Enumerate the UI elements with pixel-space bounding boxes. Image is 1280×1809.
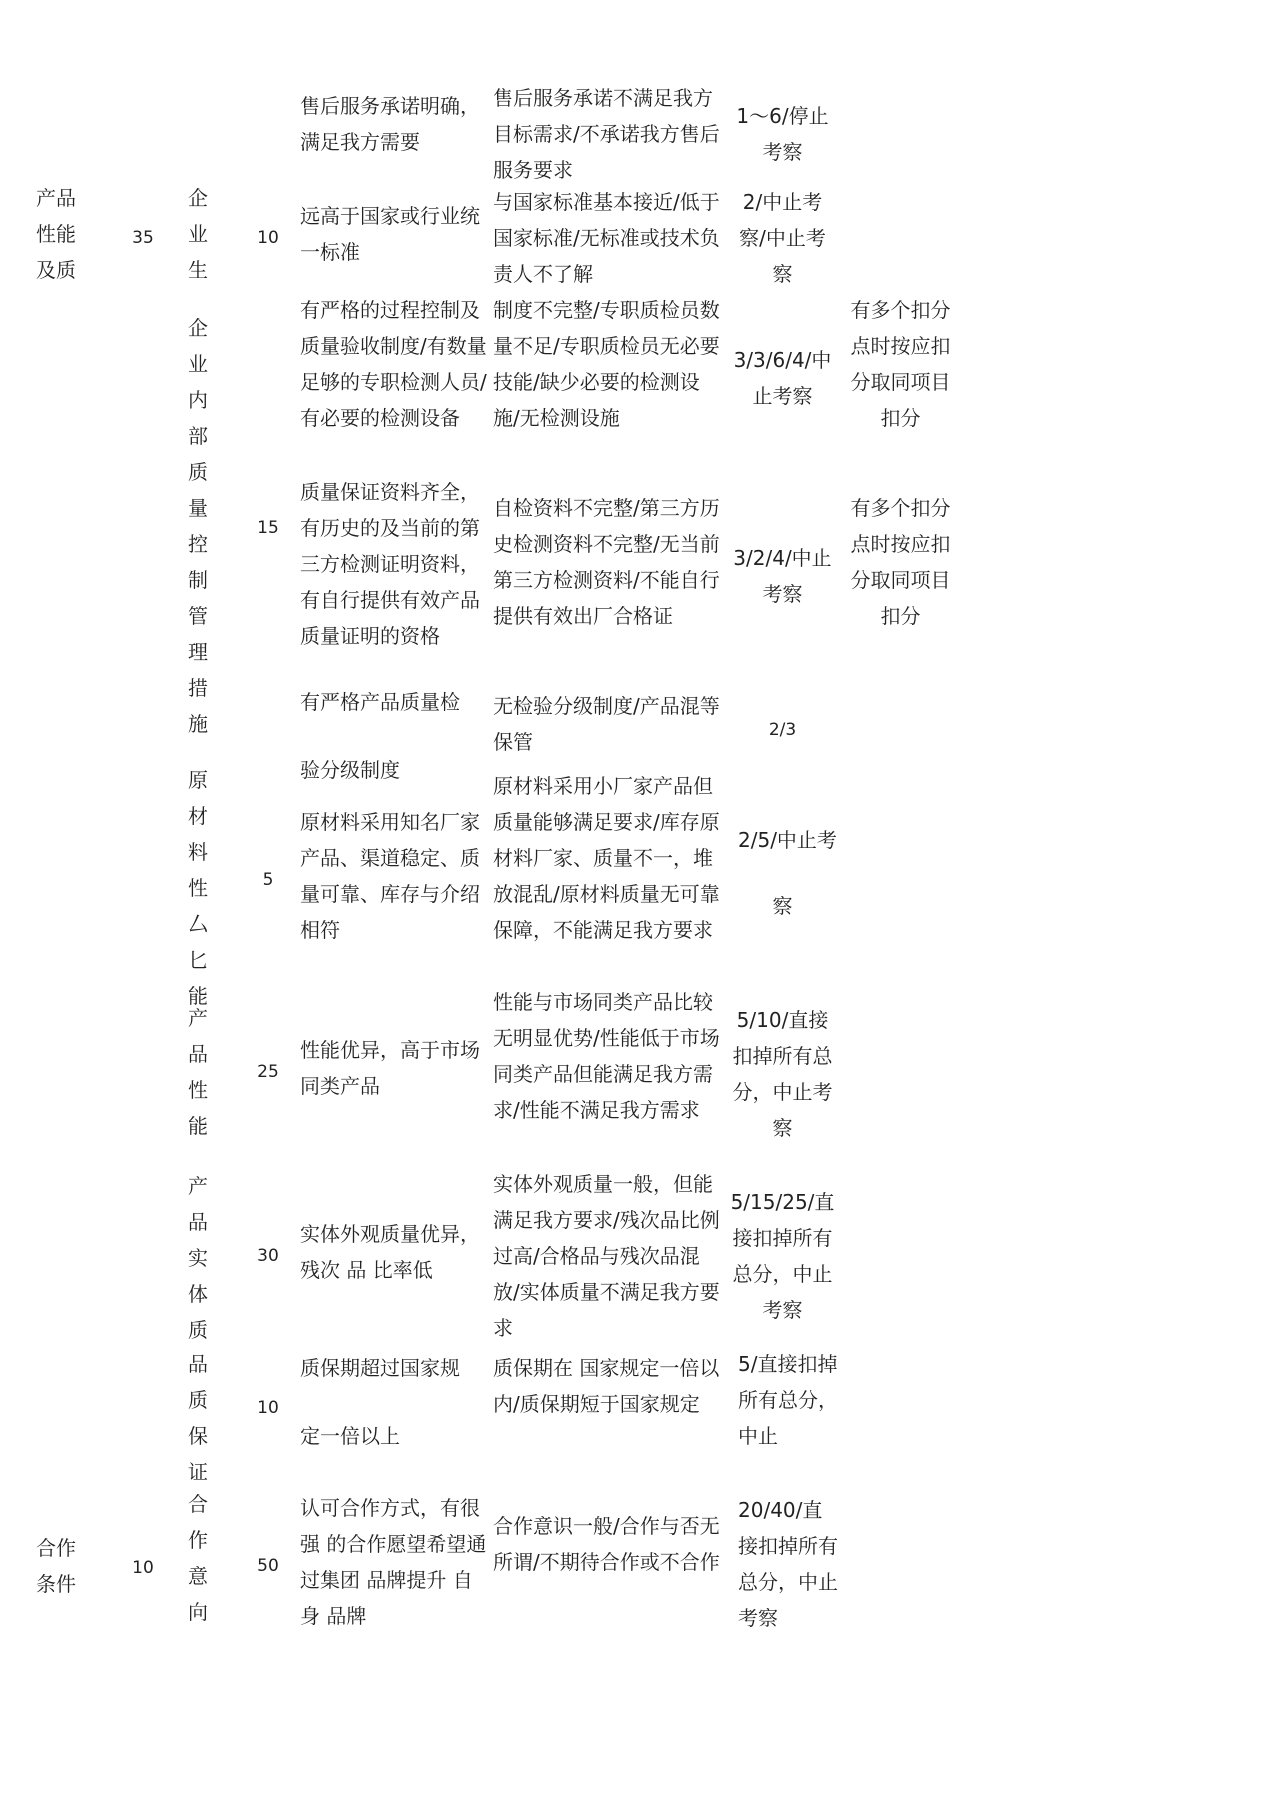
item-physical-quality: 产品实体质 bbox=[188, 1174, 208, 1342]
item-cooperation-intent-deduction: 20/40/直接扣掉所有总分，中止考察 bbox=[738, 1498, 838, 1630]
item-enterprise-production: 企业生 bbox=[188, 186, 208, 282]
item-enterprise-production-deduction: 2/中止考察/中止考察 bbox=[739, 190, 826, 286]
item-product-performance-deduction: 5/10/直接扣掉所有总分，中止考察 bbox=[732, 1008, 833, 1140]
qc-documents-deficiency: 自检资料不完整/第三方历史检测资料不完整/无当前第三方检测资料/不能自行提供有效出厂合格证 bbox=[493, 496, 720, 628]
item-enterprise-production-standard: 远高于国家或行业统一标准 bbox=[300, 204, 480, 264]
qc-grading-standard-line2: 验分级制度 bbox=[300, 758, 400, 782]
item-cooperation-intent-standard: 认可合作方式，有很强 的合作愿望希望通过集团 品牌提升 自身 品牌 bbox=[300, 1496, 487, 1628]
item-physical-quality-deduction: 5/15/25/直接扣掉所有总分，中止考察 bbox=[730, 1190, 835, 1322]
item-warranty-score: 10 bbox=[257, 1398, 279, 1418]
item-raw-materials-deficiency: 原材料采用小厂家产品但质量能够满足要求/库存原材料厂家、质量不一，堆放混乱/原材料质量无可靠保障，不能满足我方要求 bbox=[493, 774, 720, 942]
qc-documents-standard: 质量保证资料齐全，有历史的及当前的第三方检测证明资料，有自行提供有效产品质量证明的资格 bbox=[300, 480, 480, 648]
category-product-quality-weight: 35 bbox=[132, 228, 154, 248]
item-raw-materials: 原材料性厶匕能 bbox=[188, 768, 208, 1008]
item-internal-quality-control: 企业内部质量控制管理措施 bbox=[188, 316, 208, 736]
qc-process-note: 有多个扣分点时按应扣分取同项目扣分 bbox=[850, 298, 951, 430]
qc-process-deduction: 3/3/6/4/中止考察 bbox=[733, 348, 832, 408]
category-cooperation-weight: 10 bbox=[132, 1558, 154, 1578]
qc-grading-deficiency: 无检验分级制度/产品混等保管 bbox=[493, 694, 720, 754]
item-enterprise-production-score: 10 bbox=[257, 228, 279, 248]
qc-grading-deduction: 2/3 bbox=[768, 720, 797, 740]
item-cooperation-intent-score: 50 bbox=[257, 1556, 279, 1576]
qc-documents-note: 有多个扣分点时按应扣分取同项目扣分 bbox=[850, 496, 951, 628]
row-after-sales-standard: 售后服务承诺明确，满足我方需要 bbox=[300, 94, 480, 154]
item-cooperation-intent-deficiency: 合作意识一般/合作与否无所谓/不期待合作或不合作 bbox=[493, 1514, 720, 1574]
item-raw-materials-deduction-line1: 2/5/中止考 bbox=[738, 828, 837, 852]
row-after-sales-deduction: 1〜6/停止考察 bbox=[736, 104, 829, 164]
item-warranty-standard-line1: 质保期超过国家规 bbox=[300, 1356, 460, 1380]
item-warranty-deficiency: 质保期在 国家规定一倍以内/质保期短于国家规定 bbox=[493, 1356, 720, 1416]
qc-process-standard: 有严格的过程控制及质量验收制度/有数量足够的专职检测人员/有必要的检测设备 bbox=[300, 298, 487, 430]
item-enterprise-production-deficiency: 与国家标准基本接近/低于国家标准/无标准或技术负责人不了解 bbox=[493, 190, 720, 286]
qc-process-deficiency: 制度不完整/专职质检员数量不足/专职质检员无必要技能/缺少必要的检测设施/无检测设施 bbox=[493, 298, 720, 430]
item-raw-materials-standard: 原材料采用知名厂家产品、渠道稳定、质量可靠、库存与介绍相符 bbox=[300, 810, 480, 942]
item-raw-materials-deduction-line2: 察 bbox=[772, 894, 793, 918]
category-cooperation: 合作条件 bbox=[36, 1536, 76, 1596]
item-physical-quality-score: 30 bbox=[257, 1246, 279, 1266]
qc-grading-standard-line1: 有严格产品质量检 bbox=[300, 690, 460, 714]
item-product-performance-deficiency: 性能与市场同类产品比较无明显优势/性能低于市场同类产品但能满足我方需求/性能不满足我方需求 bbox=[493, 990, 720, 1122]
item-warranty-deduction: 5/直接扣掉所有总分，中止 bbox=[738, 1352, 838, 1448]
row-after-sales-deficiency: 售后服务承诺不满足我方目标需求/不承诺我方售后服务要求 bbox=[493, 86, 720, 182]
item-warranty-standard-line2: 定一倍以上 bbox=[300, 1424, 400, 1448]
item-product-performance: 产品性能 bbox=[188, 1006, 208, 1138]
item-cooperation-intent: 合作意向 bbox=[188, 1492, 208, 1624]
item-physical-quality-standard: 实体外观质量优异，残次 品 比率低 bbox=[300, 1222, 480, 1282]
item-warranty: 品质保证 bbox=[188, 1352, 208, 1484]
qc-documents-deduction: 3/2/4/中止考察 bbox=[733, 546, 832, 606]
item-internal-quality-control-score: 15 bbox=[257, 518, 279, 538]
category-product-quality: 产品性能及质 bbox=[36, 186, 76, 282]
item-raw-materials-score: 5 bbox=[262, 870, 274, 890]
item-product-performance-standard: 性能优异，高于市场同类产品 bbox=[300, 1038, 480, 1098]
item-product-performance-score: 25 bbox=[257, 1062, 279, 1082]
item-physical-quality-deficiency: 实体外观质量一般，但能满足我方要求/残次品比例过高/合格品与残次品混放/实体质量不满足我方要求 bbox=[493, 1172, 720, 1340]
